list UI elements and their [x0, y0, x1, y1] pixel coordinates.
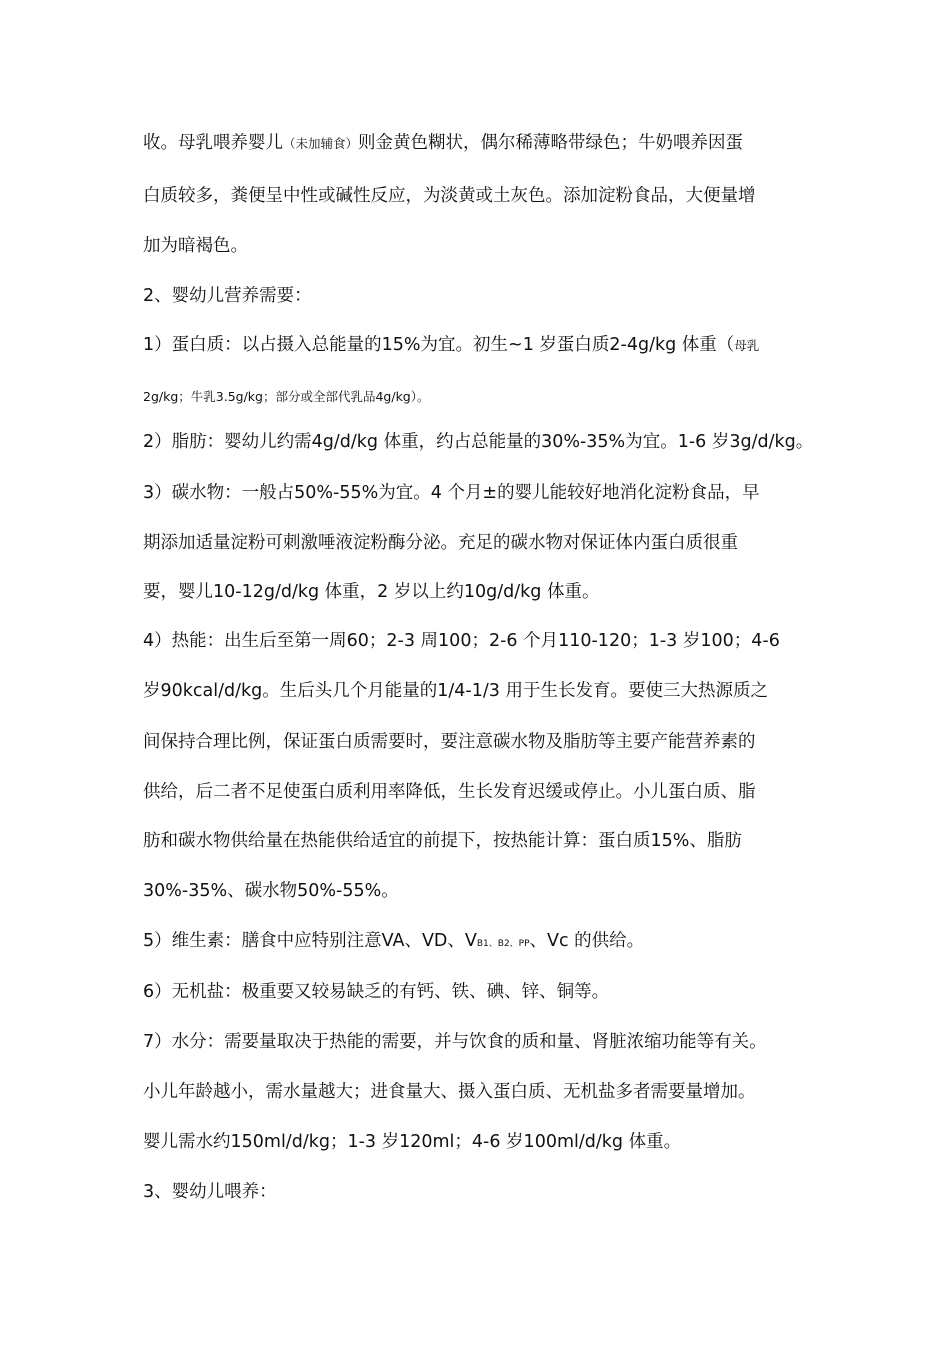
- text-segment: 加为暗褐色。: [143, 236, 248, 256]
- text-segment: 1）蛋白质：以占摄入总能量的15%为宜。初生~1 岁蛋白质2-4g/kg 体重（: [143, 335, 735, 355]
- paragraph-line: [143, 1030, 823, 1054]
- text-segment: 6）无机盐：极重要又较易缺乏的有钙、铁、碘、锌、铜等。: [143, 982, 610, 1002]
- paragraph-line: [143, 234, 823, 258]
- paragraph-line: [143, 929, 823, 956]
- text-segment-small: 母乳: [734, 338, 760, 353]
- paragraph-line: [143, 430, 823, 454]
- paragraph-line: [143, 780, 823, 804]
- paragraph-line: [143, 1130, 823, 1154]
- paragraph-line: [143, 629, 823, 653]
- text-segment: 、Vc 的供给。: [529, 931, 645, 951]
- text-segment: 3、婴幼儿喂养：: [143, 1182, 277, 1202]
- paragraph-line: [143, 385, 823, 409]
- text-segment: 肪和碳水物供给量在热能供给适宜的前提下，按热能计算：蛋白质15%、脂肪: [143, 831, 742, 851]
- text-segment: 30%-35%、碳水物50%-55%。: [143, 881, 399, 901]
- text-segment: 小儿年龄越小，需水量越大；进食量大、摄入蛋白质、无机盐多者需要量增加。: [143, 1082, 756, 1102]
- paragraph-line: [143, 1080, 823, 1104]
- text-segment: 岁90kcal/d/kg。生后头几个月能量的1/4-1/3 用于生长发育。要使三大热源质之: [143, 681, 768, 701]
- text-segment: 4）热能：出生后至第一周60；2-3 周100；2-6 个月110-120；1-3 岁100；4-6: [143, 631, 780, 651]
- text-segment: 2、婴幼儿营养需要：: [143, 286, 312, 306]
- paragraph-line: [143, 679, 823, 703]
- text-segment: 间保持合理比例，保证蛋白质需要时，要注意碳水物及脂肪等主要产能营养素的: [143, 732, 756, 752]
- text-segment: 3）碳水物：一般占50%-55%为宜。4 个月±的婴儿能较好地消化淀粉食品，早: [143, 483, 760, 503]
- text-segment: 5）维生素：膳食中应特别注意VA、VD、V: [143, 931, 477, 951]
- paragraph-line: [143, 481, 823, 505]
- paragraph-line: [143, 829, 823, 853]
- paragraph-line: [143, 980, 823, 1004]
- paragraph-line: [143, 531, 823, 555]
- paragraph-line: [143, 580, 823, 604]
- subscript-segment: B1、B2、PP: [476, 939, 530, 949]
- section-heading: [143, 284, 823, 308]
- paragraph-line: [143, 131, 823, 156]
- text-segment: 要，婴儿10-12g/d/kg 体重，2 岁以上约10g/d/kg 体重。: [143, 582, 600, 602]
- text-segment: 白质较多，粪便呈中性或碱性反应，为淡黄或土灰色。添加淀粉食品，大便量增: [143, 186, 756, 206]
- text-segment-small: （未加辅食）: [283, 136, 359, 151]
- text-segment: 7）水分：需要量取决于热能的需要，并与饮食的质和量、肾脏浓缩功能等有关。: [143, 1032, 767, 1052]
- text-segment: 婴儿需水约150ml/d/kg；1-3 岁120ml；4-6 岁100ml/d/kg 体重。: [143, 1132, 682, 1152]
- section-heading: [143, 1180, 823, 1204]
- text-segment: 2）脂肪：婴幼儿约需4g/d/kg 体重，约占总能量的30%-35%为宜。1-6 岁3g/d/kg。: [143, 432, 814, 452]
- text-segment: 期添加适量淀粉可刺激唾液淀粉酶分泌。充足的碳水物对保证体内蛋白质很重: [143, 533, 738, 553]
- paragraph-line: [143, 730, 823, 754]
- paragraph-line: [143, 184, 823, 208]
- text-segment-small: 2g/kg；牛乳3.5g/kg；部分或全部代乳品4g/kg）。: [143, 389, 430, 404]
- text-segment: 供给，后二者不足使蛋白质利用率降低，生长发育迟缓或停止。小儿蛋白质、脂: [143, 782, 756, 802]
- text-segment: 则金黄色糊状，偶尔稀薄略带绿色；牛奶喂养因蛋: [358, 133, 744, 153]
- text-segment: 收。母乳喂养婴儿: [143, 133, 283, 153]
- paragraph-line: [143, 879, 823, 903]
- paragraph-line: [143, 333, 823, 358]
